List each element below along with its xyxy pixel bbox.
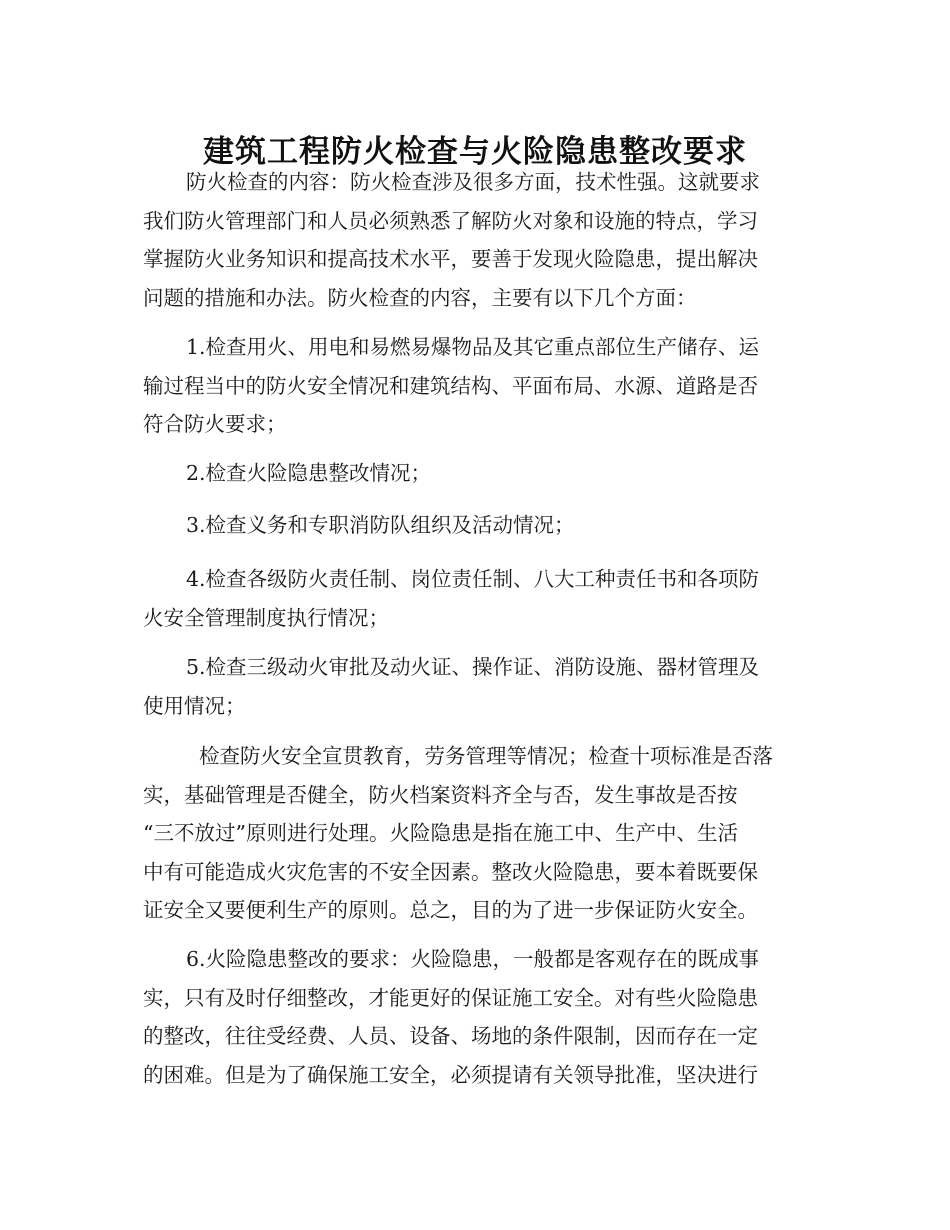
text-line: “三不放过”原则进行处理。火险隐患是指在施工中、生产中、生活 — [143, 821, 738, 845]
text-line: 火安全管理制度执行情况； — [143, 605, 389, 630]
text-line: 的困难。但是为了确保施工安全，必须提请有关领导批准，坚决进行 — [143, 1062, 758, 1087]
text-line: 我们防火管理部门和人员必须熟悉了解防火对象和设施的特点，学习 — [143, 208, 758, 233]
paragraph-item-4 — [143, 560, 808, 637]
paragraph-summary — [143, 737, 808, 930]
text-line: 3.检查义务和专职消防队组织及活动情况； — [186, 513, 575, 537]
paragraph-item-1 — [143, 328, 808, 444]
text-line: 的整改，往往受经费、人员、设备、场地的条件限制，因而存在一定 — [143, 1024, 758, 1048]
paragraph-item-6 — [143, 940, 808, 1094]
text-line: 实，基础管理是否健全，防火档案资料齐全与否，发生事故是否按 — [143, 782, 738, 807]
text-line: 输过程当中的防火安全情况和建筑结构、平面布局、水源、道路是否 — [143, 373, 758, 398]
text-line: 符合防火要求； — [143, 412, 287, 436]
text-line: 使用情况； — [143, 693, 246, 718]
text-line: 5.检查三级动火审批及动火证、操作证、消防设施、器材管理及 — [186, 655, 760, 679]
text-line: 检查防火安全宣贯教育，劳务管理等情况；检查十项标准是否落 — [199, 744, 773, 768]
text-line: 证安全又要便利生产的原则。总之，目的为了进一步保证防火安全。 — [143, 898, 758, 922]
text-line: 4.检查各级防火责任制、岗位责任制、八大工种责任书和各项防 — [186, 567, 760, 591]
text-line: 中有可能造成火灾危害的不安全因素。整改火险隐患，要本着既要保 — [143, 859, 758, 884]
text-line: 掌握防火业务知识和提高技术水平，要善于发现火险隐患，提出解决 — [143, 247, 758, 271]
paragraph-intro — [143, 163, 808, 317]
text-line: 2.检查火险隐患整改情况； — [186, 461, 432, 485]
text-line: 防火检查的内容：防火检查涉及很多方面，技术性强。这就要求 — [186, 170, 760, 194]
paragraph-item-2 — [143, 454, 808, 493]
paragraph-item-3 — [143, 506, 808, 545]
document-title: 建筑工程防火检查与火险隐患整改要求 — [203, 133, 747, 170]
text-line: 6.火险隐患整改的要求：火险隐患，一般都是客观存在的既成事 — [186, 947, 760, 971]
text-line: 问题的措施和办法。防火检查的内容，主要有以下几个方面： — [143, 285, 697, 310]
text-line: 实，只有及时仔细整改，才能更好的保证施工安全。对有些火险隐患 — [143, 985, 758, 1010]
text-line: 1.检查用火、用电和易燃易爆物品及其它重点部位生产储存、运 — [186, 335, 760, 359]
paragraph-item-5 — [143, 648, 808, 725]
